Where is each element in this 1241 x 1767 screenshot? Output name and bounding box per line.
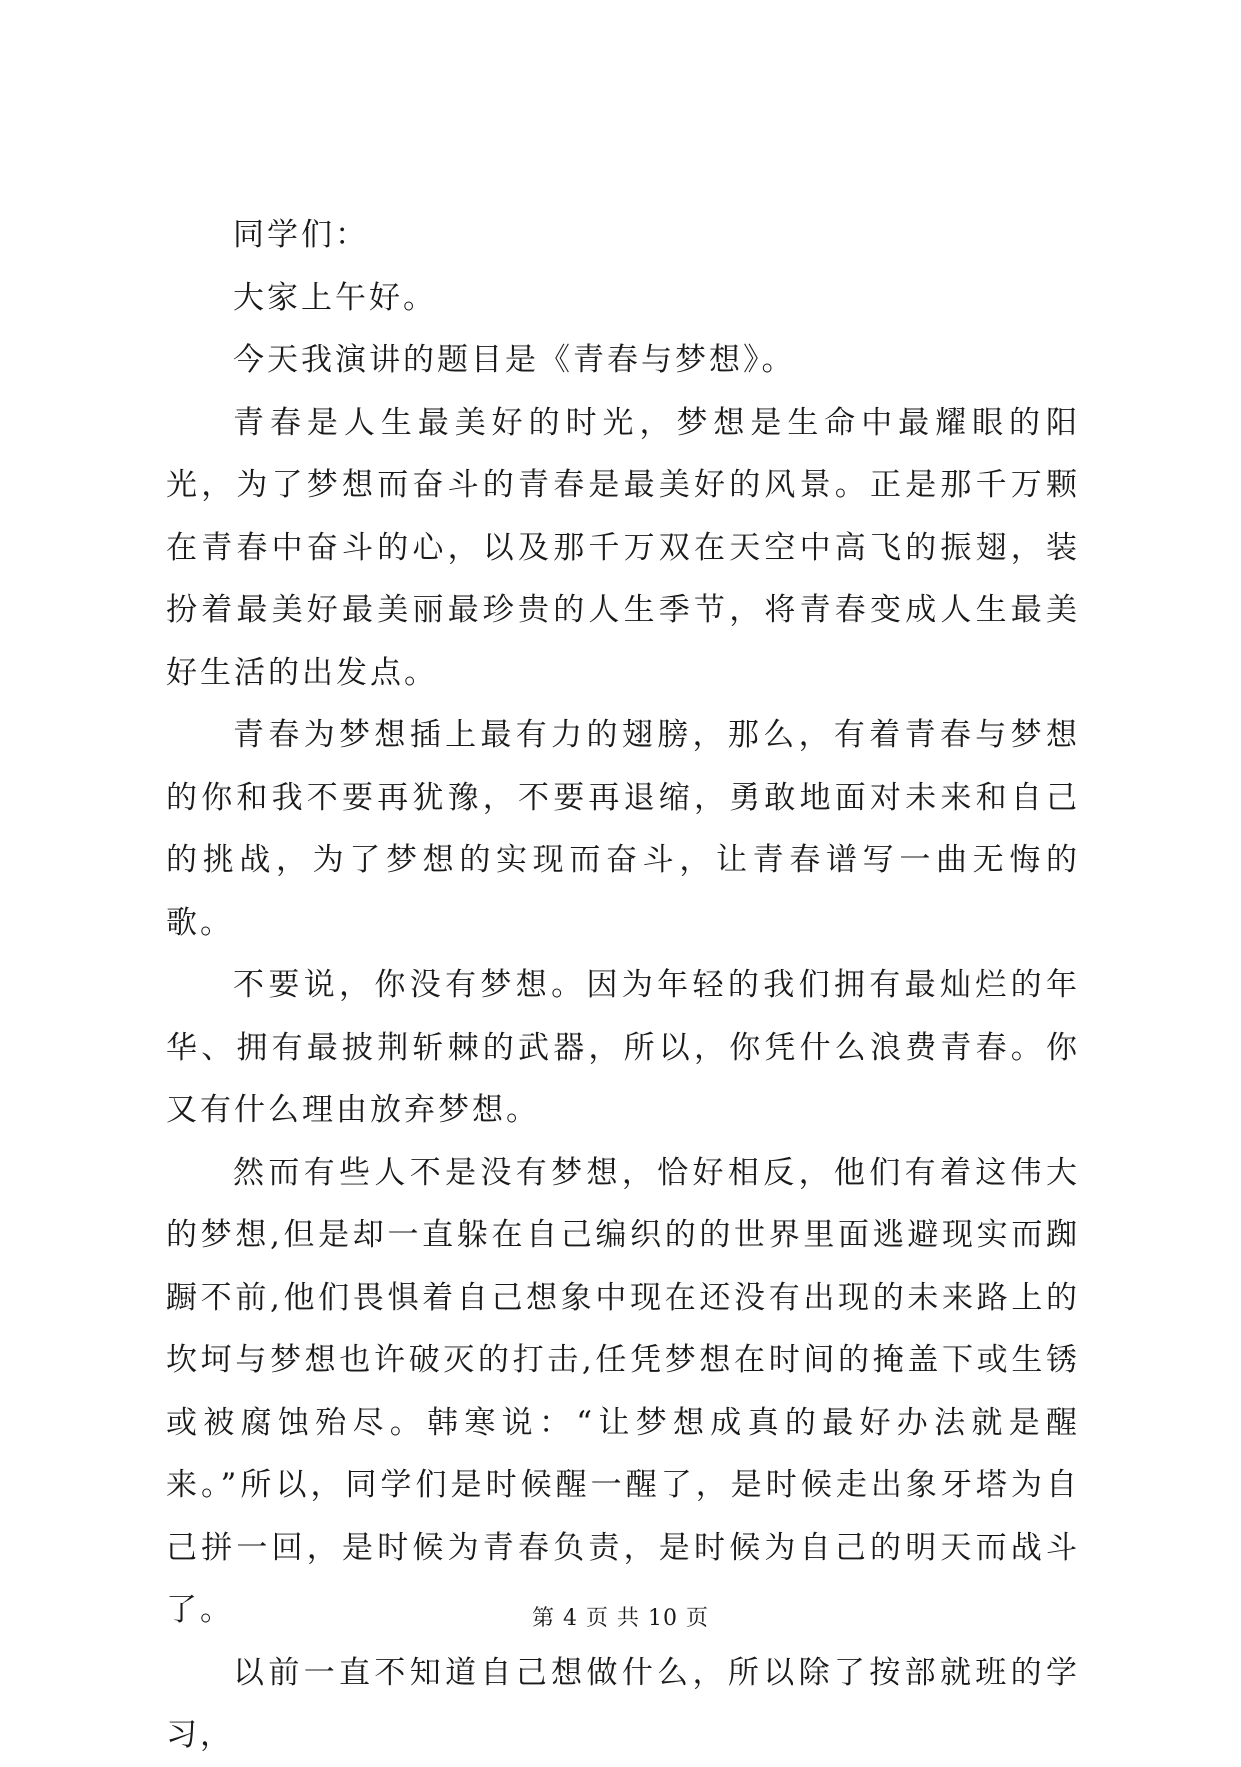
paragraph: 青春是人生最美好的时光，梦想是生命中最耀眼的阳光，为了梦想而奋斗的青春是最美好的风景。正是那千万颗在青春中奋斗的心，以及那千万双在天空中高飞的振翅，装扮着最美好最美丽最珍贵的人生季节，将青春变成人生最美好生活的出发点。	[166, 404, 1080, 691]
paragraph: 青春为梦想插上最有力的翅膀，那么，有着青春与梦想的你和我不要再犹豫，不要再退缩，勇敢地面对未来和自己的挑战，为了梦想的实现而奋斗，让青春谱写一曲无悔的歌。	[166, 717, 1080, 941]
salutation: 同学们：	[233, 217, 369, 253]
paragraph: 然而有些人不是没有梦想，恰好相反，他们有着这伟大的梦想,但是却一直躲在自己编织的的世界里面逃避现实而踟蹰不前,他们畏惧着自己想象中现在还没有出现的未来路上的坎坷与梦想也许破灭的打击,任凭梦想在时间的掩盖下或生锈或被腐蚀殆尽。韩寒说：“让梦想成真的最好办法就是醒来。”所以，同学们是时候醒一醒了，是时候走出象牙塔为自己拼一回，是时候为青春负责，是时候为自己的明天而战斗了。	[166, 1154, 1080, 1628]
speech-topic: 今天我演讲的题目是《青春与梦想》。	[233, 342, 796, 378]
paragraph: 以前一直不知道自己想做什么，所以除了按部就班的学习，	[166, 1654, 1080, 1753]
greeting: 大家上午好。	[233, 279, 437, 316]
page-number-footer: 第 4 页 共 10 页	[532, 1606, 709, 1631]
paragraph: 不要说，你没有梦想。因为年轻的我们拥有最灿烂的年华、拥有最披荆斩棘的武器，所以，你凭什么浪费青春。你又有什么理由放弃梦想。	[166, 967, 1080, 1128]
body-text	[166, 204, 1080, 1767]
